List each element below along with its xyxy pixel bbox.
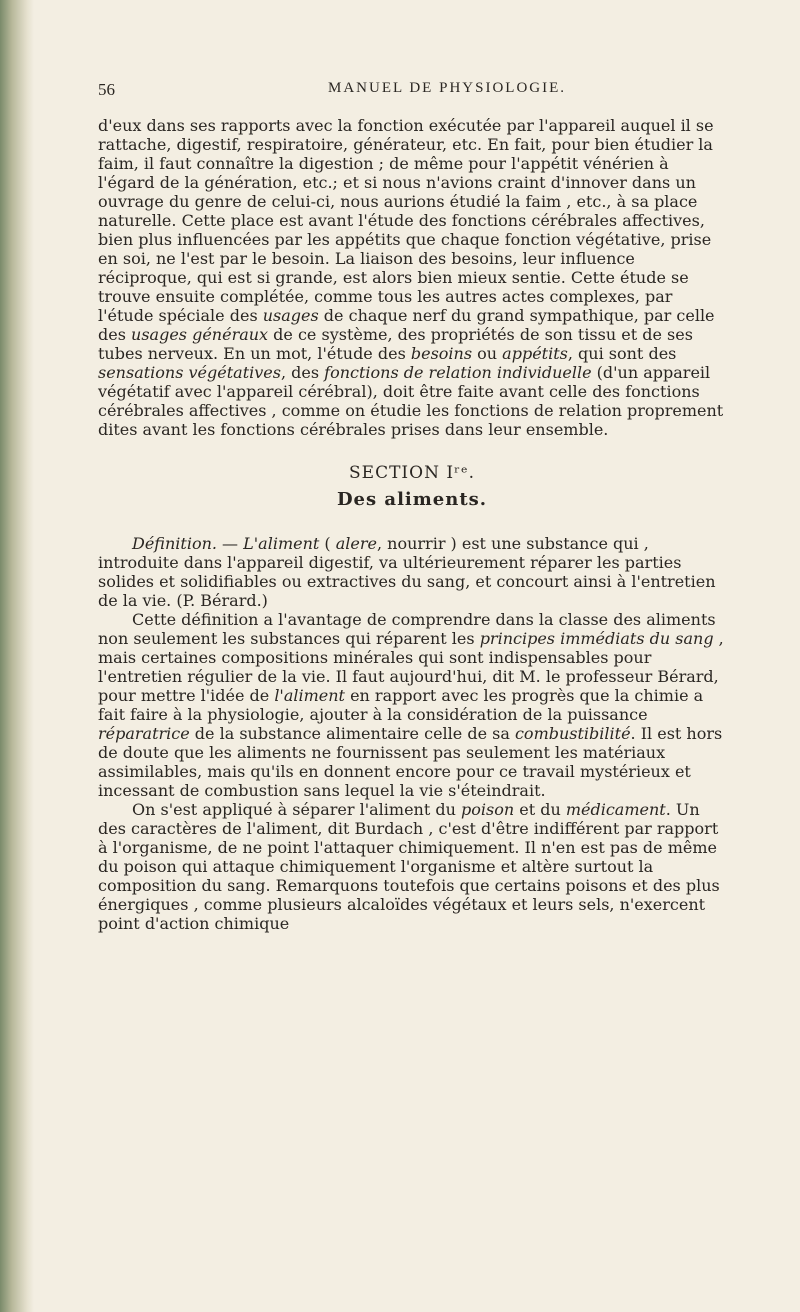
section-subtitle: Des aliments. — [336, 489, 488, 510]
paragraph-body: On s'est appliqué à séparer l'aliment du poison et du médicament. Un des caractères de l'aliment, dit Burdach , c'est d'être indifférent par rapport à l'organisme, de ne point l'attaquer chimiquement. Il n'en est pas de même du poison qui attaque chimiquement l'organisme et altère surtout la composition du sang. Remarquons toutefois que certains poisons et des plus énergiques , comme plusieurs alcaloïdes végétaux et leurs sels, n'exercent point d'action chimique — [98, 800, 720, 933]
running-header — [98, 80, 726, 110]
paragraph-body: Cette définition a l'avantage de comprendre dans la classe des aliments non seulement les substances qui réparent les principes immédiats du sang , mais certaines compositions minérales qui sont indispensables pour l'entretien régulier de la vie. Il faut aujourd'hui, dit M. le professeur Bérard, pour mettre l'idée de l'aliment en rapport avec les progrès que la chimie a fait faire à la physiologie, ajouter à la considération de la puissance réparatrice de la substance alimentaire celle de sa combustibilité. Il est hors de doute que les aliments ne fournissent pas seulement les matériaux assimilables, mais qu'ils en donnent encore pour ce travail mystérieux et incessant de combustion sans lequel la vie s'éteindrait. — [98, 610, 724, 800]
page-number: 56 — [98, 80, 115, 99]
paragraph-continuation: d'eux dans ses rapports avec la fonction exécutée par l'appareil auquel il se rattache, digestif, respiratoire, générateur, etc. En fait, pour bien étudier la faim, il faut connaître la digestion ; de même pour l'appétit vénérien à l'égard de la génération, etc.; et si nous n'avions craint d'innover dans un ouvrage du genre de celui-ci, nous aurions étudié la faim , etc., à sa place naturelle. Cette place est avant l'étude des fonctions cérébrales affectives, bien plus influencées par les appétits que chaque fonction végétative, prise en soi, ne l'est par le besoin. La liaison des besoins, leur influence réciproque, qui est si grande, est alors bien mieux sentie. Cette étude se trouve ensuite complétée, comme tous les autres actes complexes, par l'étude spéciale des usages de chaque nerf du grand sympathique, par celle des usages généraux de ce système, des propriétés de son tissu et de ses tubes nerveux. En un mot, l'étude des besoins ou appétits, qui sont des sensations végétatives, des fonctions de relation individuelle (d'un appareil végétatif avec l'appareil cérébral), doit être faite avant celle des fonctions cérébrales affectives , comme on étudie les fonctions de relation proprement dites avant les fonctions cérébrales prises dans leur ensemble. — [98, 116, 724, 439]
running-title: MANUEL DE PHYSIOLOGIE. — [328, 80, 567, 96]
page-body — [98, 116, 726, 933]
page-binding-edge — [0, 0, 34, 1312]
paragraph-definition: Définition. — L'aliment ( alere, nourrir ) est une substance qui , introduite dans l'appareil digestif, va ultérieurement réparer les parties solides et solidifiables ou extractives du sang, et concourt ainsi à l'entretien de la vie. (P. Bérard.) — [98, 534, 716, 610]
section-heading: SECTION Iʳᵉ. — [349, 463, 475, 483]
